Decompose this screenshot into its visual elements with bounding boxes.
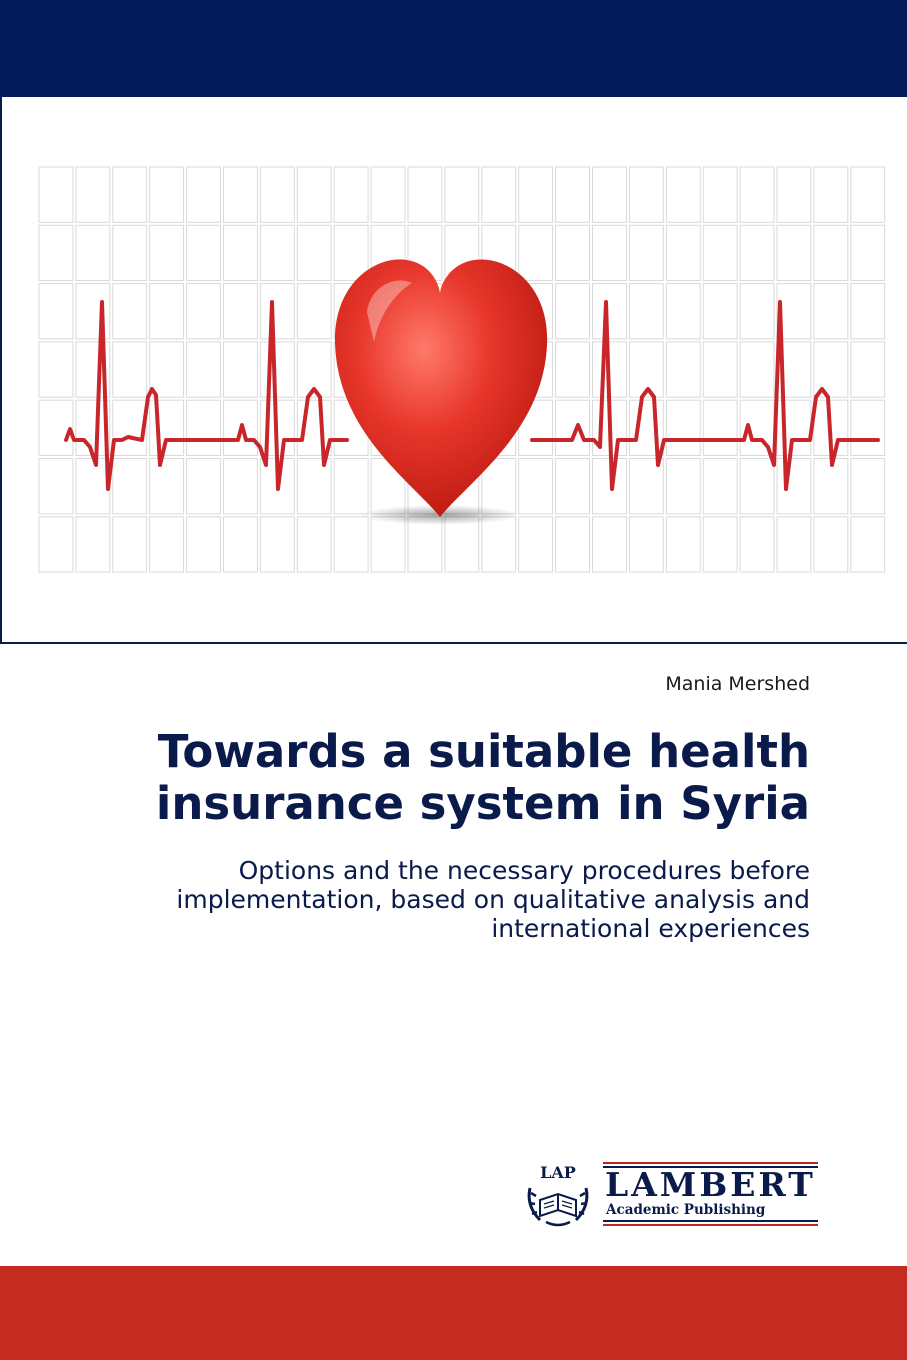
publisher-logo	[518, 1158, 823, 1233]
book-subtitle: Options and the necessary procedures before implementation, based on qualitative analysis and international experiences	[176, 856, 810, 943]
publisher-tagline: Academic Publishing	[606, 1202, 766, 1218]
book-title: Towards a suitable health insurance system in Syria	[155, 725, 810, 830]
heart-ecg-illustration	[2, 97, 907, 642]
ecg-line-right	[532, 302, 878, 489]
emblem-text: LAP	[540, 1163, 576, 1182]
ecg-line-left	[66, 302, 347, 489]
bottom-color-band	[0, 1266, 907, 1360]
logo-rule-bottom	[603, 1220, 818, 1226]
lap-emblem-icon	[518, 1158, 598, 1233]
top-color-band	[0, 0, 907, 97]
author-name: Mania Mershed	[665, 673, 810, 695]
publisher-name: LAMBERT	[605, 1165, 816, 1204]
cover-illustration	[0, 97, 907, 644]
